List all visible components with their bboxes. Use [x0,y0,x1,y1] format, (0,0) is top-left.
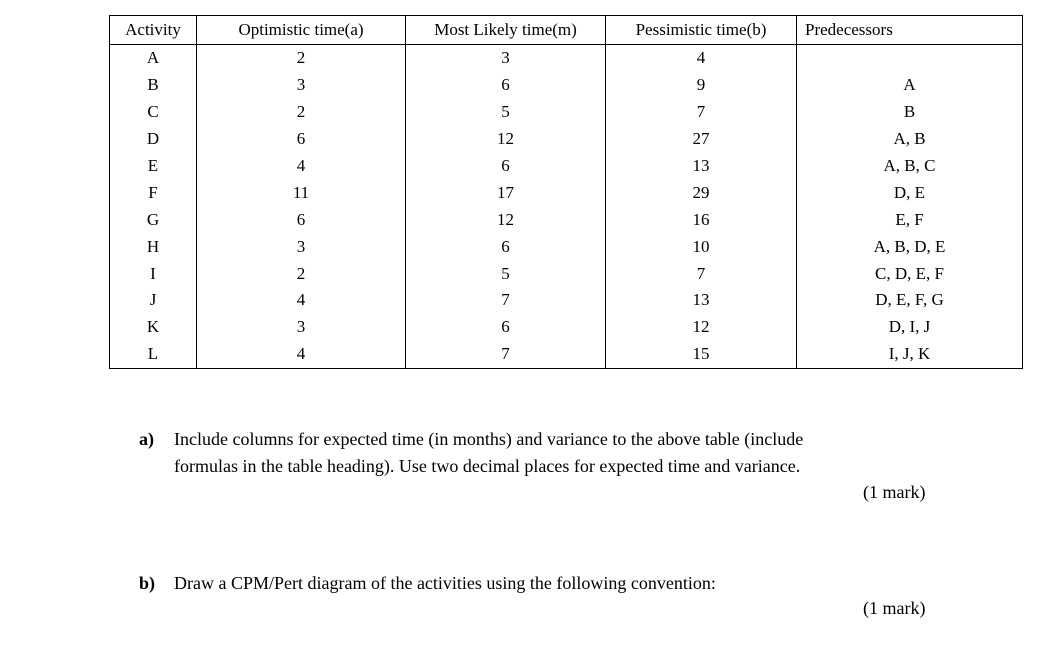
table-row [110,153,1023,180]
most-likely-cell: 12 [406,126,606,153]
pessimistic-cell: 7 [606,99,797,126]
question-b [139,570,959,597]
pessimistic-cell: 29 [606,179,797,206]
table-row [110,260,1023,287]
pessimistic-cell: 13 [606,153,797,180]
question-a [139,426,959,480]
table-row [110,126,1023,153]
header-optimistic-time: Optimistic time(a) [197,16,406,45]
optimistic-cell: 3 [197,72,406,99]
most-likely-cell: 12 [406,206,606,233]
most-likely-cell: 6 [406,314,606,341]
pessimistic-cell: 16 [606,206,797,233]
table-row [110,233,1023,260]
most-likely-cell: 5 [406,260,606,287]
most-likely-cell: 3 [406,45,606,72]
activity-table [109,15,1023,369]
table-row [110,341,1023,368]
activity-cell: J [110,287,197,314]
pessimistic-cell: 27 [606,126,797,153]
predecessors-cell: C, D, E, F [797,260,1023,287]
optimistic-cell: 4 [197,153,406,180]
table-row [110,72,1023,99]
pessimistic-cell: 12 [606,314,797,341]
activity-cell: I [110,260,197,287]
question-a-line-2: formulas in the table heading). Use two decimal places for expected time and variance. [174,456,801,476]
question-b-mark: (1 mark) [863,598,926,618]
activity-cell: B [110,72,197,99]
predecessors-cell: E, F [797,206,1023,233]
header-most-likely-time: Most Likely time(m) [406,16,606,45]
header-activity: Activity [110,16,197,45]
question-a-mark: (1 mark) [863,482,926,502]
question-a-line-1: Include columns for expected time (in months) and variance to the above table (include [174,429,804,449]
table-row [110,99,1023,126]
table-row [110,179,1023,206]
optimistic-cell: 4 [197,341,406,368]
activity-cell: K [110,314,197,341]
predecessors-cell: I, J, K [797,341,1023,368]
predecessors-cell [797,45,1023,72]
activity-cell: L [110,341,197,368]
table-row [110,314,1023,341]
optimistic-cell: 3 [197,314,406,341]
activity-cell: F [110,179,197,206]
activity-cell: C [110,99,197,126]
question-a-label: a) [139,429,154,449]
table-header-row [110,16,1023,45]
predecessors-cell: A, B [797,126,1023,153]
optimistic-cell: 6 [197,126,406,153]
predecessors-cell: D, I, J [797,314,1023,341]
most-likely-cell: 17 [406,179,606,206]
table-row [110,287,1023,314]
most-likely-cell: 6 [406,233,606,260]
optimistic-cell: 3 [197,233,406,260]
pessimistic-cell: 7 [606,260,797,287]
activity-cell: H [110,233,197,260]
most-likely-cell: 5 [406,99,606,126]
table-row [110,206,1023,233]
activity-cell: A [110,45,197,72]
most-likely-cell: 7 [406,341,606,368]
predecessors-cell: A [797,72,1023,99]
activity-cell: G [110,206,197,233]
header-predecessors: Predecessors [797,16,1023,45]
pessimistic-cell: 15 [606,341,797,368]
question-b-label: b) [139,573,156,593]
predecessors-cell: A, B, C [797,153,1023,180]
optimistic-cell: 6 [197,206,406,233]
predecessors-cell: B [797,99,1023,126]
most-likely-cell: 6 [406,153,606,180]
optimistic-cell: 2 [197,45,406,72]
question-b-line-1: Draw a CPM/Pert diagram of the activities using the following convention: [174,573,716,593]
predecessors-cell: D, E, F, G [797,287,1023,314]
optimistic-cell: 4 [197,287,406,314]
pessimistic-cell: 9 [606,72,797,99]
most-likely-cell: 7 [406,287,606,314]
most-likely-cell: 6 [406,72,606,99]
optimistic-cell: 11 [197,179,406,206]
predecessors-cell: D, E [797,179,1023,206]
optimistic-cell: 2 [197,260,406,287]
predecessors-cell: A, B, D, E [797,233,1023,260]
pessimistic-cell: 4 [606,45,797,72]
optimistic-cell: 2 [197,99,406,126]
header-pessimistic-time: Pessimistic time(b) [606,16,797,45]
activity-cell: D [110,126,197,153]
activity-cell: E [110,153,197,180]
pessimistic-cell: 10 [606,233,797,260]
pessimistic-cell: 13 [606,287,797,314]
table-row [110,45,1023,72]
